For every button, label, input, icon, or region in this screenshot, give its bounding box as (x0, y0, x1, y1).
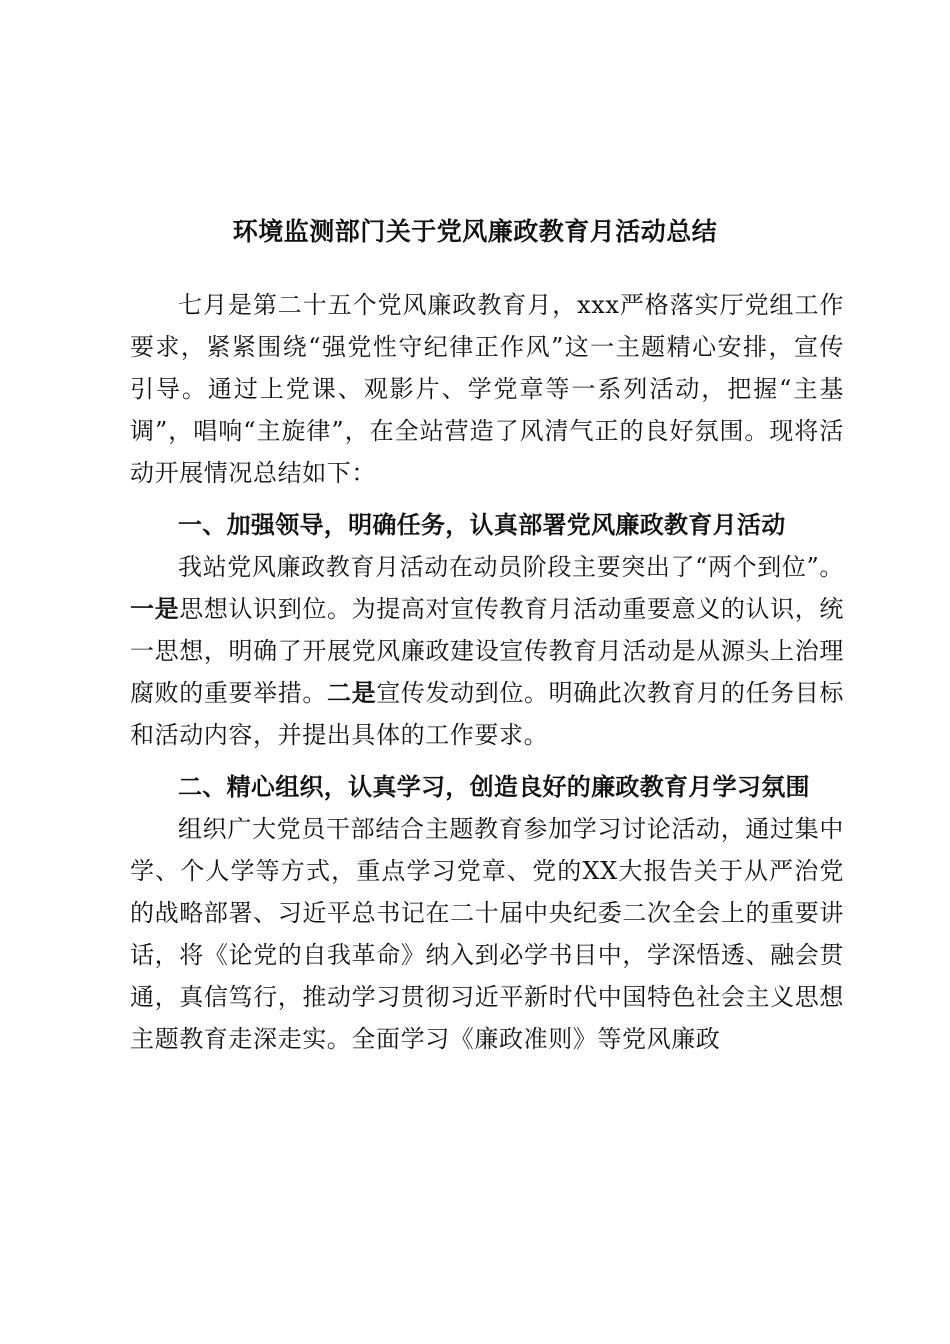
document-body (130, 284, 844, 1060)
paragraph-spacer (130, 494, 844, 504)
section-1-heading: 一、加强领导，明确任务，认真部署党风廉政教育月活动 (178, 510, 786, 539)
section-1-bold-second: 二是 (326, 678, 377, 707)
document-title: 环境监测部门关于党风廉政教育月活动总结 (232, 217, 718, 246)
section-1-text-a: 我站党风廉政教育月活动在动员阶段主要突出了“两个到位”。 (178, 553, 844, 581)
section-2-paragraph: 组织广大党员干部结合主题教育参加学习讨论活动，通过集中学、个人学等方式，重点学习党章、党的XX大报告关于从严治党的战略部署、习近平总书记在二十届中央纪委二次全会上的重要讲话，将《论党的自我革命》纳入到必学书目中，学深悟透、融会贯通，真信笃行，推动学习贯彻习近平新时代中国特色社会主义思想主题教育走深走实。全面学习《廉政准则》等党风廉政 (130, 815, 844, 1053)
section-1-text-c: 宣传发动到位。明确此次教育月的任务目标和活动内容，并提出具体的工作要求。 (130, 679, 844, 749)
intro-paragraph: 七月是第二十五个党风廉政教育月，xxx严格落实厅党组工作要求，紧紧围绕“强党性守纪律正作风”这一主题精心安排，宣传引导。通过上党课、观影片、学党章等一系列活动，把握“主基调”，唱响“主旋律”，在全站营造了风清气正的良好氛围。现将活动开展情况总结如下： (130, 291, 844, 487)
section-1-text-b: 思想认识到位。为提高对宣传教育月活动重要意义的认识，统一思想，明确了开展党风廉政建设宣传教育月活动是从源头上治理腐败的重要举措。 (130, 595, 844, 707)
section-2-heading: 二、精心组织，认真学习，创造良好的廉政教育月学习氛围 (178, 772, 810, 801)
paragraph-spacer (130, 756, 844, 766)
section-1-bold-first: 一是 (130, 594, 180, 623)
section-1-paragraph (130, 546, 844, 756)
